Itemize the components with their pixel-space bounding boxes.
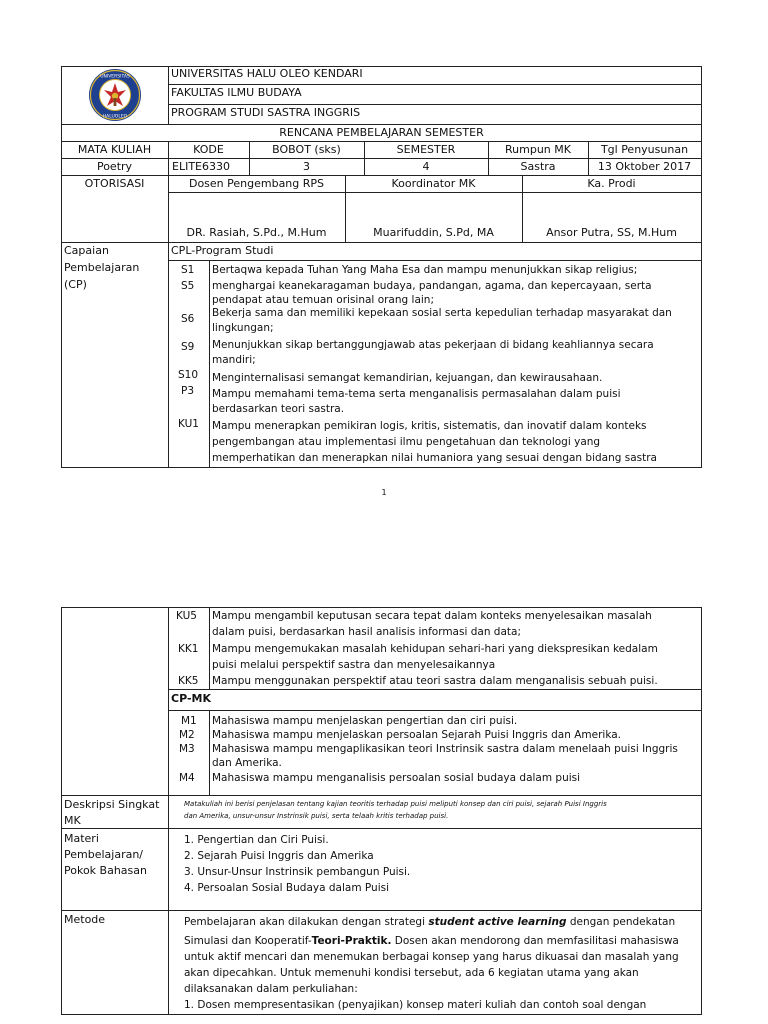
- svg-text:HALUOLEO: HALUOLEO: [102, 114, 128, 120]
- col-header-semester: SEMESTER: [396, 143, 456, 156]
- metode-line: dilaksanakan dalam perkuliahan:: [184, 983, 358, 995]
- col-header-mata-kuliah: MATA KULIAH: [77, 143, 152, 156]
- cpl-code: KU5: [176, 610, 197, 622]
- cpl-code: S6: [181, 313, 195, 325]
- cpl-code: S10: [178, 369, 199, 381]
- cpl-text: Mampu memahami tema-tema serta menganalisis permasalahan dalam puisi: [212, 388, 621, 400]
- document-title: RENCANA PEMBELAJARAN SEMESTER: [279, 126, 484, 139]
- cpl-subheader: CPL-Program Studi: [171, 244, 274, 257]
- cpl-code: S5: [181, 280, 195, 292]
- course-semester: 4: [422, 160, 430, 173]
- deskripsi-text: Matakuliah ini berisi penjelasan tentang kajian teoritis terhadap puisi meliputi konsep dan ciri puisi, sejarah Puisi Inggris: [184, 800, 607, 808]
- capaian-label: Pembelajaran: [64, 261, 140, 274]
- metode-label: Metode: [64, 913, 106, 926]
- metode-line: untuk aktif mencari dan menemukan berbagai konsep yang harus dikuasai dan masalah yang: [184, 951, 679, 963]
- university-name: UNIVERSITAS HALU OLEO KENDARI: [171, 67, 363, 80]
- role-dosen-pengembang: Dosen Pengembang RPS: [188, 177, 325, 190]
- cpmk-code: M3: [179, 743, 195, 755]
- course-credits: 3: [303, 160, 310, 173]
- role-koordinator: Koordinator MK: [391, 177, 476, 190]
- cpl-text: dalam puisi, berdasarkan hasil analisis informasi dan data;: [212, 626, 521, 638]
- metode-text: Simulasi dan Kooperatif-: [184, 935, 312, 947]
- capaian-label: (CP): [64, 278, 87, 291]
- col-header-tgl: Tgl Penyusunan: [600, 143, 689, 156]
- cpl-code: KK5: [178, 675, 199, 687]
- course-code: ELITE6330: [172, 160, 230, 173]
- metode-line: akan dipecahkan. Untuk memenuhi kondisi tersebut, ada 6 kegiatan utama yang akan: [184, 967, 639, 979]
- metode-line: 1. Dosen mempresentasikan (penyajikan) konsep materi kuliah dan contoh soal dengan: [184, 999, 647, 1011]
- cpl-text: Mampu menggunakan perspektif atau teori sastra dalam menganalisis sebuah puisi.: [212, 675, 658, 687]
- cpl-text: Mampu menerapkan pemikiran logis, kritis, sistematis, dan inovatif dalam konteks: [212, 420, 647, 432]
- cpmk-code: M4: [179, 772, 195, 784]
- materi-item: 2. Sejarah Puisi Inggris dan Amerika: [184, 850, 374, 862]
- course-cluster: Sastra: [520, 160, 556, 173]
- materi-item: 3. Unsur-Unsur Instrinsik pembangun Puisi.: [184, 866, 411, 878]
- cpl-text: Menginternalisasi semangat kemandirian, kejuangan, dan kewirausahaan.: [212, 372, 603, 384]
- metode-text: dengan pendekatan: [566, 916, 676, 928]
- cpl-code: S1: [181, 264, 195, 276]
- cpl-text: berdasarkan teori sastra.: [212, 403, 345, 415]
- course-name: Poetry: [96, 160, 133, 173]
- cpl-text: pengembangan atau implementasi ilmu pengetahuan dan teknologi yang: [212, 436, 601, 448]
- deskripsi-label: Deskripsi Singkat: [64, 798, 160, 811]
- cpmk-text: Mahasiswa mampu mengaplikasikan teori Instrinsik sastra dalam menelaah puisi Inggris: [212, 743, 678, 755]
- deskripsi-label: MK: [64, 814, 81, 827]
- otorisasi-label: OTORISASI: [84, 177, 145, 190]
- materi-label: Materi: [64, 832, 99, 845]
- cpmk-code: M1: [181, 715, 197, 727]
- col-header-kode: KODE: [193, 143, 224, 156]
- cpl-text: Bertaqwa kepada Tuhan Yang Maha Esa dan mampu menunjukkan sikap religius;: [212, 264, 638, 276]
- university-logo: [88, 68, 142, 122]
- metode-emphasis: student active learning: [428, 916, 567, 928]
- page-number: 1: [381, 488, 387, 497]
- metode-emphasis: Teori-Praktik.: [311, 935, 392, 947]
- name-dosen-pengembang: DR. Rasiah, S.Pd., M.Hum: [186, 226, 327, 239]
- cpmk-text: Mahasiswa mampu menganalisis persoalan sosial budaya dalam puisi: [212, 772, 581, 784]
- svg-text:UNIVERSITAS: UNIVERSITAS: [100, 74, 130, 80]
- cpl-text: pendapat atau temuan orisinal orang lain;: [212, 294, 434, 306]
- cpl-code: P3: [181, 385, 195, 397]
- cpl-code: KU1: [178, 418, 199, 430]
- materi-label: Pembelajaran/: [64, 848, 144, 861]
- cpl-text: memperhatikan dan menerapkan nilai humaniora yang sesuai dengan bidang sastra: [212, 452, 657, 464]
- cpmk-text: Mahasiswa mampu menjelaskan persoalan Sejarah Puisi Inggris dan Amerika.: [212, 729, 621, 741]
- cpmk-code: M2: [179, 729, 195, 741]
- deskripsi-text: dan Amerika, unsur-unsur Instrinsik puisi, serta telaah kritis terhadap puisi.: [184, 812, 449, 820]
- name-koordinator: Muarifuddin, S.Pd, MA: [373, 226, 494, 239]
- cpl-text: menghargai keanekaragaman budaya, pandangan, agama, dan kepercayaan, serta: [212, 280, 652, 292]
- col-header-bobot: BOBOT (sks): [272, 143, 341, 156]
- cpl-text: Mampu mengemukakan masalah kehidupan sehari-hari yang diekspresikan kedalam: [212, 643, 658, 655]
- cpl-code: KK1: [178, 643, 199, 655]
- capaian-label: Capaian: [64, 244, 109, 257]
- name-kaprodi: Ansor Putra, SS, M.Hum: [546, 226, 677, 239]
- cpl-text: Menunjukkan sikap bertanggungjawab atas pekerjaan di bidang keahliannya secara: [212, 339, 654, 351]
- metode-line: [184, 915, 675, 929]
- cpl-code: S9: [181, 341, 195, 353]
- role-kaprodi: Ka. Prodi: [587, 177, 636, 190]
- course-date: 13 Oktober 2017: [597, 160, 692, 173]
- cpmk-text: Mahasiswa mampu menjelaskan pengertian dan ciri puisi.: [212, 715, 518, 727]
- metode-text: Dosen akan mendorong dan memfasilitasi mahasiswa: [391, 935, 679, 947]
- materi-item: 4. Persoalan Sosial Budaya dalam Puisi: [184, 882, 389, 894]
- metode-text: Pembelajaran akan dilakukan dengan strategi: [184, 916, 429, 928]
- materi-item: 1. Pengertian dan Ciri Puisi.: [184, 834, 329, 846]
- cpl-text: puisi melalui perspektif sastra dan menyelesaikannya: [212, 659, 496, 671]
- cpl-text: mandiri;: [212, 354, 256, 366]
- cpl-text: lingkungan;: [212, 322, 274, 334]
- metode-line: [184, 934, 679, 948]
- cpmk-text: dan Amerika.: [212, 757, 282, 769]
- faculty-name: FAKULTAS ILMU BUDAYA: [171, 86, 302, 99]
- col-header-rumpun: Rumpun MK: [505, 143, 571, 156]
- materi-label: Pokok Bahasan: [64, 864, 147, 877]
- cpmk-header: CP-MK: [171, 692, 211, 705]
- cpl-text: Mampu mengambil keputusan secara tepat dalam konteks menyelesaikan masalah: [212, 610, 652, 622]
- program-name: PROGRAM STUDI SASTRA INGGRIS: [171, 106, 361, 119]
- cpl-text: Bekerja sama dan memiliki kepekaan sosial serta kepedulian terhadap masyarakat dan: [212, 307, 672, 319]
